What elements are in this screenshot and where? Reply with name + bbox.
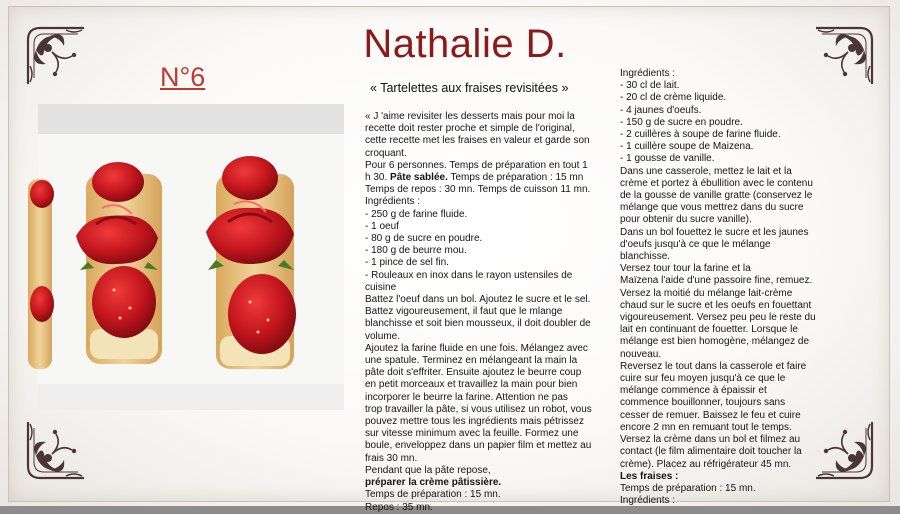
recipe-line-text: cuire sur feu moyen jusqu'à ce que le (620, 373, 786, 385)
author-title: Nathalie D. (363, 22, 567, 66)
recipe-line (620, 495, 825, 507)
recipe-line-text: - 1 gousse de vanille. (620, 153, 715, 165)
recipe-subtitle: « Tartelettes aux fraises revisitées » (370, 81, 569, 95)
recipe-line (620, 373, 825, 385)
recipe-line (620, 263, 825, 275)
recipe-line-text: Versez la moitié du mélange lait-crème (620, 287, 793, 299)
recipe-line (365, 270, 593, 282)
recipe-line-text: - 80 g de sucre en poudre. (365, 233, 483, 245)
recipe-line-bold: préparer la crème pâtissière. (365, 477, 502, 489)
recipe-line (620, 336, 825, 348)
recipe-line-text: Versez tour tour la farine et la (620, 263, 751, 275)
recipe-line-text: pour obtenir du sucre vanille). (620, 214, 752, 226)
recipe-line-text: mélange que vous mettrez dans du sucre (620, 202, 804, 214)
recipe-line-bold: Pâte sablée. (390, 172, 448, 184)
recipe-line (620, 92, 825, 104)
recipe-line (365, 135, 593, 147)
recipe-line (620, 459, 825, 471)
recipe-line (620, 202, 825, 214)
recipe-line-text: Maïzena l'aide d'une passoire fine, remuez. (620, 275, 813, 287)
recipe-line-text: de la gousse de vanille gratte (conservez le (620, 190, 813, 202)
recipe-line (365, 489, 593, 501)
recipe-line (620, 190, 825, 202)
recipe-line-text: crème et portez à ébullition avec le contenu (620, 177, 813, 189)
recipe-text-right-column (620, 68, 825, 507)
recipe-line (365, 453, 593, 465)
recipe-line-text: Dans un bol fouettez le sucre et les jaunes (620, 226, 809, 238)
recipe-line (365, 233, 593, 245)
recipe-line (620, 117, 825, 129)
recipe-line-text: Ingrédients : (620, 495, 676, 507)
photo-illustration (38, 104, 344, 410)
recipe-line-text: pâte doit s'effriter. Ensuite ajoutez le beurre coup (365, 367, 582, 379)
recipe-line-text: Dans une casserole, mettez le lait et la (620, 165, 792, 177)
recipe-line (365, 172, 593, 184)
recipe-line-text: - Rouleaux en inox dans le rayon ustensiles de (365, 269, 573, 281)
recipe-line-text: vigoureusement. Versez peu peu le reste du (620, 312, 816, 324)
recipe-line-text: contact (le film alimentaire doit toucher la (620, 446, 802, 458)
recipe-line (365, 428, 593, 440)
recipe-line-text: - 150 g de sucre en poudre. (620, 116, 743, 128)
recipe-line (620, 227, 825, 239)
recipe-line-text: Ingrédients : (365, 196, 421, 208)
recipe-line (620, 68, 825, 80)
recipe-line (620, 446, 825, 458)
recipe-line-text: commence bouillonner, toujours sans (620, 397, 786, 409)
recipe-line-text: blanchisse et soit bien mousseux, il doit doubler de (365, 318, 591, 330)
recipe-line (620, 166, 825, 178)
recipe-line (365, 257, 593, 269)
recipe-number: N°6 (160, 62, 206, 92)
recipe-line (365, 367, 593, 379)
recipe-line-text: - 180 g de beurre mou. (365, 245, 467, 257)
recipe-line (365, 294, 593, 306)
recipe-line (620, 105, 825, 117)
recipe-line-text: nouveau. (620, 348, 662, 360)
recipe-line (620, 397, 825, 409)
recipe-line-text: en petit morceaux et travaillez la main pour bien (365, 379, 578, 391)
recipe-line-text: - 250 g de farine fluide. (365, 208, 468, 220)
recipe-line (365, 416, 593, 428)
recipe-line (365, 355, 593, 367)
recipe-line-text: Reversez le tout dans la casserole et faire (620, 360, 807, 372)
recipe-line-text: - 1 cuillère soupe de Maizena. (620, 141, 754, 153)
recipe-line (365, 148, 593, 160)
recipe-line-text: Versez la crème dans un bol et filmez au (620, 434, 801, 446)
recipe-line-text: Ajoutez la farine fluide en une fois. Mélangez avec (365, 342, 588, 354)
recipe-line (620, 483, 825, 495)
recipe-line-text: sur vitesse minimum avec la feuille. Formez une (365, 428, 579, 440)
recipe-line (365, 440, 593, 452)
recipe-line-text: - 30 cl de lait. (620, 80, 680, 92)
recipe-line-text: Battez l'oeuf dans un bol. Ajoutez le sucre et le sel. (365, 294, 591, 306)
strawberry-eclair-photo (38, 104, 344, 410)
recipe-line-text: Temps de préparation : 15 mn. (365, 489, 501, 501)
recipe-text-left-column (365, 111, 593, 514)
recipe-line-text: Temps de repos : 30 mn. Temps de cuisson 11 mn. (365, 184, 591, 196)
recipe-line-text: - 1 oeuf (365, 220, 399, 232)
recipe-line-text: pouvez mettre tous les ingrédients mais pétrissez (365, 416, 584, 428)
recipe-line-text: Temps de préparation : 15 mn. (620, 482, 756, 494)
recipe-line-text: cuisine (365, 281, 397, 293)
recipe-line-text: incorporer le beurre la farine. Attention ne pas (365, 391, 568, 403)
recipe-line (365, 245, 593, 257)
recipe-line (620, 141, 825, 153)
recipe-line (620, 178, 825, 190)
recipe-line (365, 379, 593, 391)
recipe-line (365, 404, 593, 416)
recipe-line-text: crème). Placez au réfrigérateur 45 mn. (620, 458, 792, 470)
recipe-line (620, 288, 825, 300)
recipe-line (365, 392, 593, 404)
recipe-line-text: une spatule. Terminez en mélangeant la main la (365, 355, 578, 367)
recipe-line (365, 184, 593, 196)
recipe-line-text: mélange est bien homogène, mélangez de (620, 336, 810, 348)
recipe-line-text: chaud sur le sucre et les oeufs en fouettant (620, 299, 812, 311)
recipe-line (365, 221, 593, 233)
recipe-line-text: d'oeufs jusqu'à ce que le mélange (620, 238, 771, 250)
recipe-line-text: Pendant que la pâte repose, (365, 464, 491, 476)
recipe-line (365, 111, 593, 123)
recipe-line (365, 160, 593, 172)
recipe-line-text: Pour 6 personnes. Temps de préparation en tout 1 (365, 159, 588, 171)
recipe-line-text: recette doit rester proche et simple de l'original, (365, 123, 575, 135)
recipe-line-text: volume. (365, 330, 401, 342)
recipe-line-text: cesser de remuer. Baissez le feu et cuire (620, 409, 801, 421)
recipe-line-text: mélange commence à épaissir et (620, 385, 767, 397)
recipe-line (620, 324, 825, 336)
recipe-line (365, 331, 593, 343)
recipe-line-bold: Les fraises : (620, 470, 679, 482)
recipe-line (620, 239, 825, 251)
recipe-line-text: Temps de préparation : 15 mn (447, 172, 584, 184)
recipe-line (365, 502, 593, 514)
recipe-line-text: boule, enveloppez dans un papier film et mettez au (365, 440, 592, 452)
recipe-line-text: blanchisse. (620, 251, 671, 263)
recipe-line (365, 465, 593, 477)
recipe-line (620, 361, 825, 373)
recipe-line-text: frais 30 mn. (365, 452, 418, 464)
recipe-line-text: Battez vigoureusement, il faut que le mlange (365, 306, 563, 318)
recipe-line-text: cette recette met les fraises en valeur et garde son (365, 135, 590, 147)
recipe-line (620, 422, 825, 434)
recipe-line-text: « J 'aime revisiter les desserts mais pour moi la (365, 111, 575, 122)
recipe-line-text: h 30. (365, 172, 391, 184)
recipe-line (620, 80, 825, 92)
recipe-line (365, 123, 593, 135)
ornament-corner-icon (22, 22, 90, 90)
recipe-line (620, 214, 825, 226)
recipe-line (365, 343, 593, 355)
recipe-line (365, 282, 593, 294)
ornament-corner-icon (22, 416, 90, 484)
recipe-line (365, 209, 593, 221)
recipe-line-text: Ingrédients : (620, 68, 676, 79)
recipe-line (620, 312, 825, 324)
recipe-line-text: trop travailler la pâte, si vous utilisez un robot, vous (365, 403, 592, 415)
recipe-line-text: Repos : 35 mn. (365, 501, 433, 513)
recipe-line-text: - 4 jaunes d'oeufs. (620, 104, 702, 116)
recipe-line (620, 129, 825, 141)
recipe-line (620, 300, 825, 312)
recipe-line (620, 275, 825, 287)
recipe-line (620, 471, 825, 483)
recipe-line-text: croquant. (365, 147, 407, 159)
recipe-line (365, 306, 593, 318)
recipe-line (365, 196, 593, 208)
recipe-line-text: - 20 cl de crème liquide. (620, 92, 727, 104)
recipe-line-text: encore 2 mn en remuant tout le temps. (620, 421, 792, 433)
recipe-line (620, 410, 825, 422)
recipe-line (620, 385, 825, 397)
recipe-line (365, 477, 593, 489)
recipe-line (620, 434, 825, 446)
recipe-line (365, 318, 593, 330)
recipe-line (620, 153, 825, 165)
recipe-line (620, 251, 825, 263)
recipe-line (620, 349, 825, 361)
recipe-line-text: - 2 cuillères à soupe de farine fluide. (620, 129, 781, 141)
recipe-line-text: - 1 pince de sel fin. (365, 257, 449, 269)
recipe-line-text: lait en continuant de fouetter. Lorsque le (620, 324, 798, 336)
